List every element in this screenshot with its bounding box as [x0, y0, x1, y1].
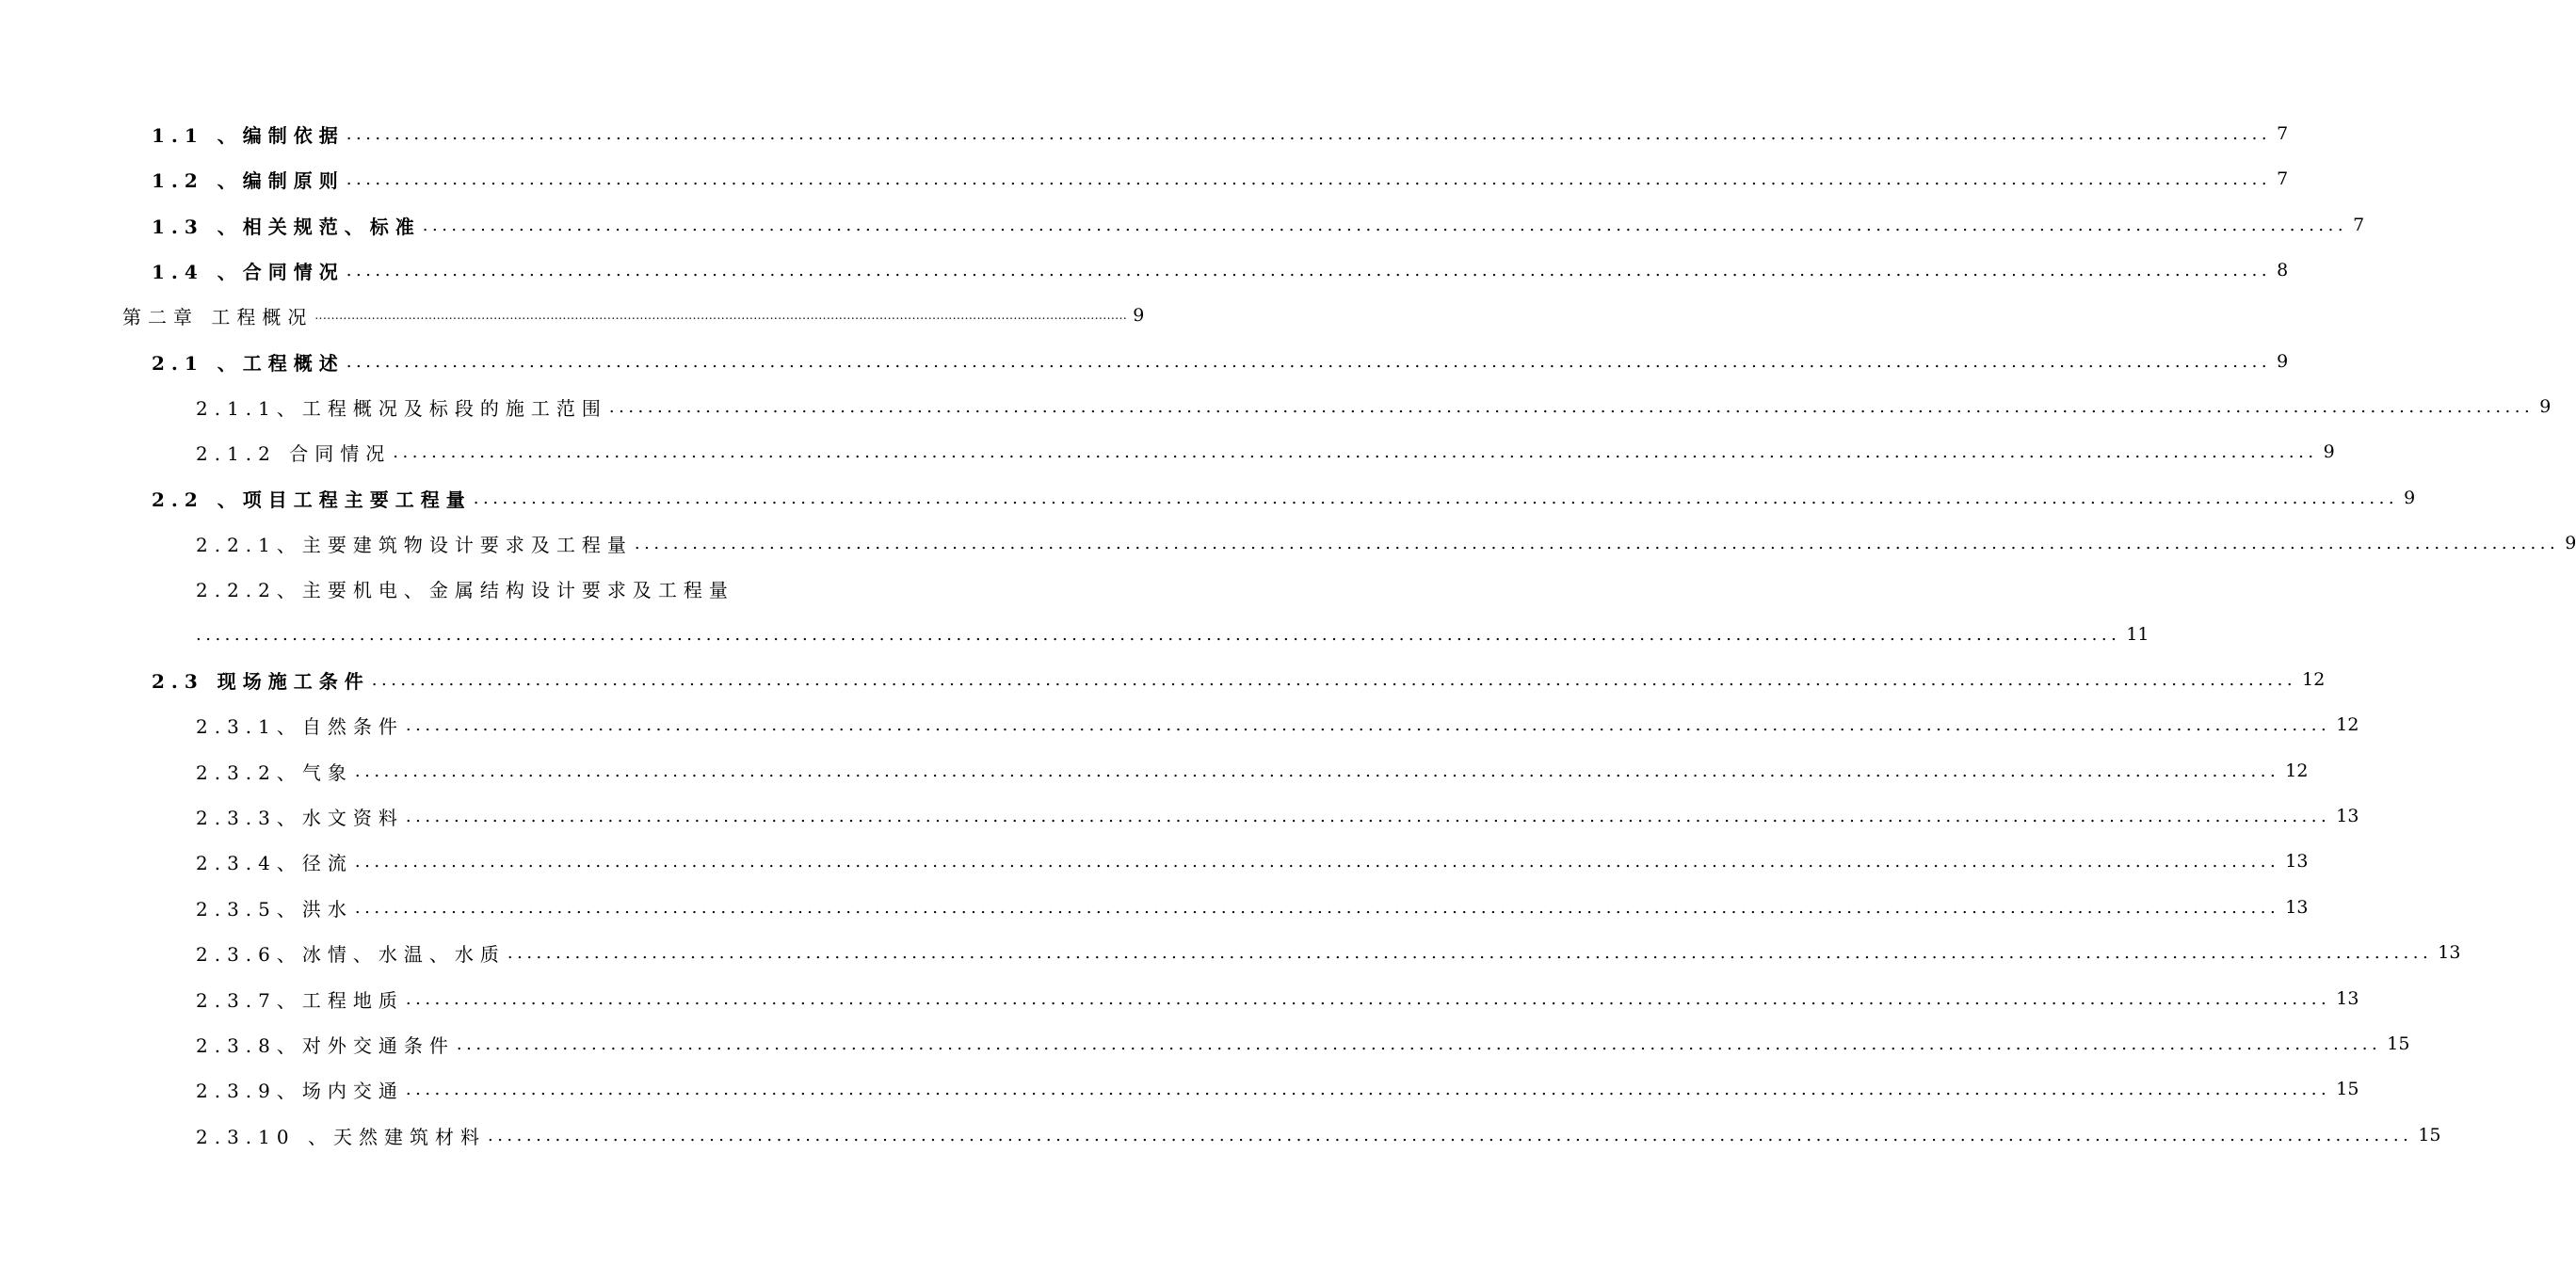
toc-entry-label: 1.2 、编制原则	[152, 168, 345, 192]
toc-entry-page: 12	[2336, 714, 2359, 735]
toc-entry[interactable]	[196, 529, 2576, 557]
toc-entry-label: 2.2 、项目工程主要工程量	[152, 488, 472, 511]
toc-entry-label: 2.3.5、洪水	[196, 897, 353, 921]
toc-entry-page: 15	[2418, 1125, 2441, 1145]
dot-leader: ........................................................................................................................................................................................................	[608, 396, 2535, 417]
dot-leader: ........................................................................................................................................................................................................	[405, 1079, 2331, 1099]
toc-entry[interactable]	[196, 985, 2359, 1013]
dot-leader: ........................................................................................................................................................................................................	[371, 669, 2297, 690]
toc-entry[interactable]	[196, 938, 2461, 967]
dot-leader: ........................................................................................................................................................................................................	[346, 351, 2272, 372]
toc-entry[interactable]	[196, 893, 2309, 921]
toc-entry[interactable]	[152, 484, 2416, 512]
toc-entry-label: 2.2.1、主要建筑物设计要求及工程量	[196, 533, 633, 556]
toc-entry-page: 13	[2438, 942, 2461, 963]
dot-leader: ........................................................................................................................................................................................................	[487, 1125, 2413, 1145]
toc-entry[interactable]	[196, 757, 2309, 785]
dot-leader: ........................................................................................................................................................................................................	[354, 761, 2280, 781]
toc-entry-page: 7	[2277, 123, 2289, 144]
dot-leader: ........................................................................................................................................................................................................	[507, 942, 2433, 963]
dot-leader: ........................................................................................................................................................................................................	[196, 624, 2121, 645]
dot-leader: ........................................................................................................................................................................................................	[422, 215, 2348, 235]
toc-entry-label: 第二章 工程概况	[122, 305, 314, 328]
dot-leader: ........................................................................................................................................................................................................	[346, 260, 2272, 280]
toc-entry[interactable]	[152, 256, 2289, 284]
toc-entry-page: 12	[2285, 761, 2309, 781]
toc-entry-page: 13	[2285, 851, 2309, 872]
toc-entry[interactable]	[152, 347, 2289, 376]
dot-leader: ........................................................................................................................................................................................................	[393, 441, 2318, 462]
toc-entry-label: 2.1 、工程概述	[152, 351, 345, 375]
toc-entry-label: 2.3.4、径流	[196, 851, 353, 874]
toc-entry[interactable]	[196, 392, 2552, 421]
toc-entry-label: 2.1.2 合同情况	[196, 441, 392, 465]
toc-entry[interactable]	[196, 847, 2309, 875]
toc-entry-page: 13	[2336, 988, 2359, 1009]
toc-entry-page: 7	[2353, 215, 2365, 235]
toc-entry-page: 9	[2277, 351, 2289, 372]
dot-leader: ........................................................................................................................................................................................................	[354, 897, 2280, 918]
toc-entry[interactable]	[196, 438, 2335, 466]
toc-entry-page: 13	[2336, 806, 2359, 826]
toc-entry-page: 9	[1133, 305, 1145, 326]
toc-entry-label: 1.3 、相关规范、标准	[152, 215, 421, 238]
dot-leader: ........................................................................................................................................................................................................	[346, 123, 2272, 144]
toc-entry-page: 12	[2302, 669, 2326, 690]
toc-entry[interactable]	[152, 165, 2289, 193]
toc-entry[interactable]	[152, 211, 2365, 239]
toc-entry-page: 9	[2323, 441, 2335, 462]
dot-leader: ........................................................................................................................................................................................................	[405, 806, 2331, 826]
toc-entry[interactable]	[196, 711, 2359, 739]
toc-entry-chapter[interactable]	[122, 301, 1145, 329]
dot-leader: ........................................................................................................................................................................................................	[634, 533, 2560, 553]
dot-leader: ........................................................................................................................................................................................................	[405, 988, 2331, 1009]
toc-entry-page: 13	[2285, 897, 2309, 918]
toc-entry-page: 15	[2336, 1079, 2359, 1099]
toc-entry-label: 2.3.9、场内交通	[196, 1079, 404, 1102]
dot-leader: ........................................................................................................................................................................................................	[354, 851, 2280, 872]
dot-leader: ........................................................................................................................................................................................................	[314, 309, 1128, 322]
toc-entry-label: 2.3.2、气象	[196, 761, 353, 784]
dot-leader: ........................................................................................................................................................................................................	[456, 1033, 2382, 1054]
toc-entry[interactable]	[196, 1121, 2441, 1149]
toc-entry-page: 8	[2277, 260, 2289, 280]
toc-entry-page: 15	[2387, 1033, 2410, 1054]
toc-entry-label: 2.3.1、自然条件	[196, 714, 404, 738]
toc-entry-page: 9	[2565, 533, 2576, 553]
toc-entry-label: 1.4 、合同情况	[152, 260, 345, 283]
toc-entry-continuation[interactable]	[196, 620, 2149, 649]
toc-entry-label: 2.3.10 、天然建筑材料	[196, 1125, 486, 1148]
toc-entry-label: 2.1.1、工程概况及标段的施工范围	[196, 396, 607, 420]
toc-entry-page: 9	[2404, 488, 2416, 508]
toc-entry-label: 1.1 、编制依据	[152, 123, 345, 147]
toc-entry-label: 2.2.2、主要机电、金属结构设计要求及工程量	[196, 578, 734, 601]
toc-entry[interactable]	[196, 802, 2359, 830]
toc-entry-page: 7	[2277, 168, 2289, 189]
toc-entry[interactable]	[152, 665, 2326, 694]
dot-leader: ........................................................................................................................................................................................................	[405, 714, 2331, 735]
toc-entry[interactable]	[196, 1075, 2359, 1103]
toc-entry-page: 11	[2126, 624, 2149, 645]
toc-entry-label: 2.3.8、对外交通条件	[196, 1033, 455, 1057]
toc-entry-label: 2.3.3、水文资料	[196, 806, 404, 829]
toc-entry-label: 2.3.6、冰情、水温、水质	[196, 942, 506, 966]
toc-entry-wrapped[interactable]	[196, 574, 784, 602]
dot-leader: ........................................................................................................................................................................................................	[346, 168, 2272, 189]
toc-entry-page: 9	[2539, 396, 2552, 417]
toc-entry-label: 2.3 现场施工条件	[152, 669, 370, 693]
toc-entry[interactable]	[196, 1030, 2410, 1058]
toc-entry-label: 2.3.7、工程地质	[196, 988, 404, 1012]
toc-entry[interactable]	[152, 120, 2289, 148]
dot-leader: ........................................................................................................................................................................................................	[473, 488, 2399, 508]
